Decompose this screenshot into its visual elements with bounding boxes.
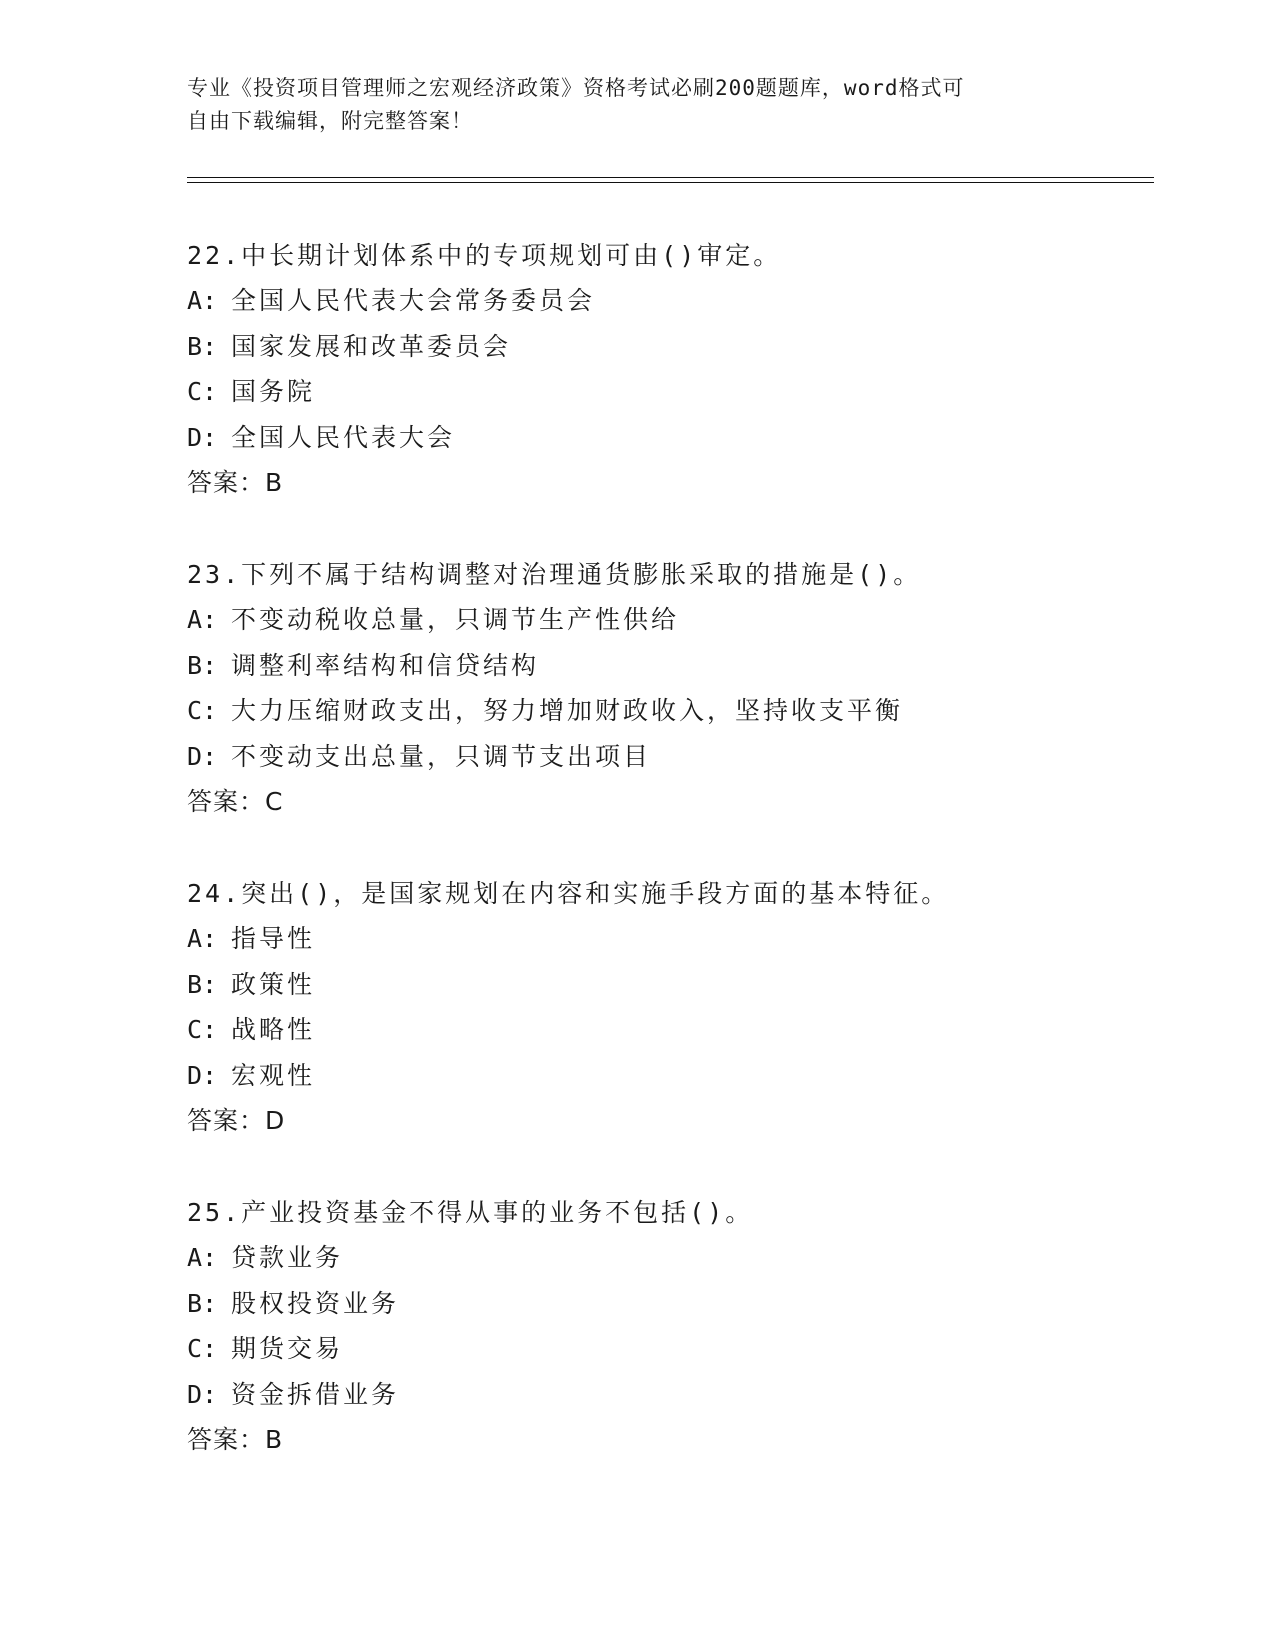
header-divider-bottom: [187, 182, 1154, 183]
option-c: [187, 1007, 1147, 1053]
option-b: [187, 643, 1147, 689]
question-list: [187, 233, 1147, 1509]
option-letter: C:: [187, 696, 218, 725]
option-d: [187, 1053, 1147, 1099]
header-divider-top: [187, 177, 1154, 178]
option-text: 资金拆借业务: [231, 1379, 400, 1409]
header-line-1: 专业《投资项目管理师之宏观经济政策》资格考试必刷200题题库，word格式可: [187, 76, 965, 100]
option-text: 战略性: [231, 1015, 316, 1044]
option-text: 贷款业务: [231, 1243, 344, 1272]
option-text: 全国人民代表大会: [231, 422, 456, 452]
option-letter: C:: [187, 1334, 218, 1363]
option-letter: D:: [187, 741, 218, 771]
answer-line: 答案：B: [187, 468, 284, 497]
option-letter: D:: [187, 1379, 218, 1409]
option-b: [187, 324, 1147, 370]
option-letter: D:: [187, 422, 218, 452]
option-a: [187, 278, 1147, 324]
question-stem: 23.下列不属于结构调整对治理通货膨胀采取的措施是()。: [187, 560, 922, 589]
option-letter: C:: [187, 1015, 218, 1044]
option-c: [187, 369, 1147, 415]
option-letter: A:: [187, 1243, 218, 1272]
option-letter: A:: [187, 286, 218, 315]
option-d: [187, 734, 1147, 780]
option-text: 股权投资业务: [231, 1288, 400, 1318]
option-text: 政策性: [231, 969, 316, 999]
question-24: [187, 871, 1147, 1143]
option-letter: B:: [187, 1288, 218, 1318]
answer-line: 答案：B: [187, 1425, 284, 1454]
header-line-2: 自由下载编辑，附完整答案！: [187, 109, 473, 133]
option-text: 国家发展和改革委员会: [231, 331, 512, 361]
option-text: 全国人民代表大会常务委员会: [231, 286, 596, 315]
option-a: [187, 916, 1147, 962]
option-b: [187, 962, 1147, 1008]
question-25: [187, 1190, 1147, 1462]
option-text: 大力压缩财政支出，努力增加财政收入，坚持收支平衡: [231, 696, 904, 725]
question-stem: 24.突出()，是国家规划在内容和实施手段方面的基本特征。: [187, 879, 950, 908]
option-letter: B:: [187, 650, 218, 680]
option-a: [187, 597, 1147, 643]
option-letter: B:: [187, 331, 218, 361]
option-text: 不变动税收总量，只调节生产性供给: [231, 605, 680, 634]
option-letter: B:: [187, 969, 218, 999]
option-b: [187, 1281, 1147, 1327]
question-23: [187, 552, 1147, 824]
option-text: 宏观性: [231, 1060, 316, 1090]
answer-line: 答案：D: [187, 1106, 286, 1135]
option-text: 国务院: [231, 377, 316, 406]
option-letter: A:: [187, 924, 218, 953]
option-text: 调整利率结构和信贷结构: [231, 650, 540, 680]
question-22: [187, 233, 1147, 505]
option-d: [187, 415, 1147, 461]
option-letter: A:: [187, 605, 218, 634]
document-header: [187, 72, 1067, 138]
option-a: [187, 1235, 1147, 1281]
option-letter: D:: [187, 1060, 218, 1090]
option-c: [187, 688, 1147, 734]
option-d: [187, 1372, 1147, 1418]
option-letter: C:: [187, 377, 218, 406]
answer-line: 答案：C: [187, 787, 284, 816]
option-c: [187, 1326, 1147, 1372]
question-stem: 22.中长期计划体系中的专项规划可由()审定。: [187, 241, 782, 270]
option-text: 不变动支出总量，只调节支出项目: [231, 741, 652, 771]
question-stem: 25.产业投资基金不得从事的业务不包括()。: [187, 1198, 754, 1227]
option-text: 期货交易: [231, 1334, 344, 1363]
option-text: 指导性: [231, 924, 316, 953]
